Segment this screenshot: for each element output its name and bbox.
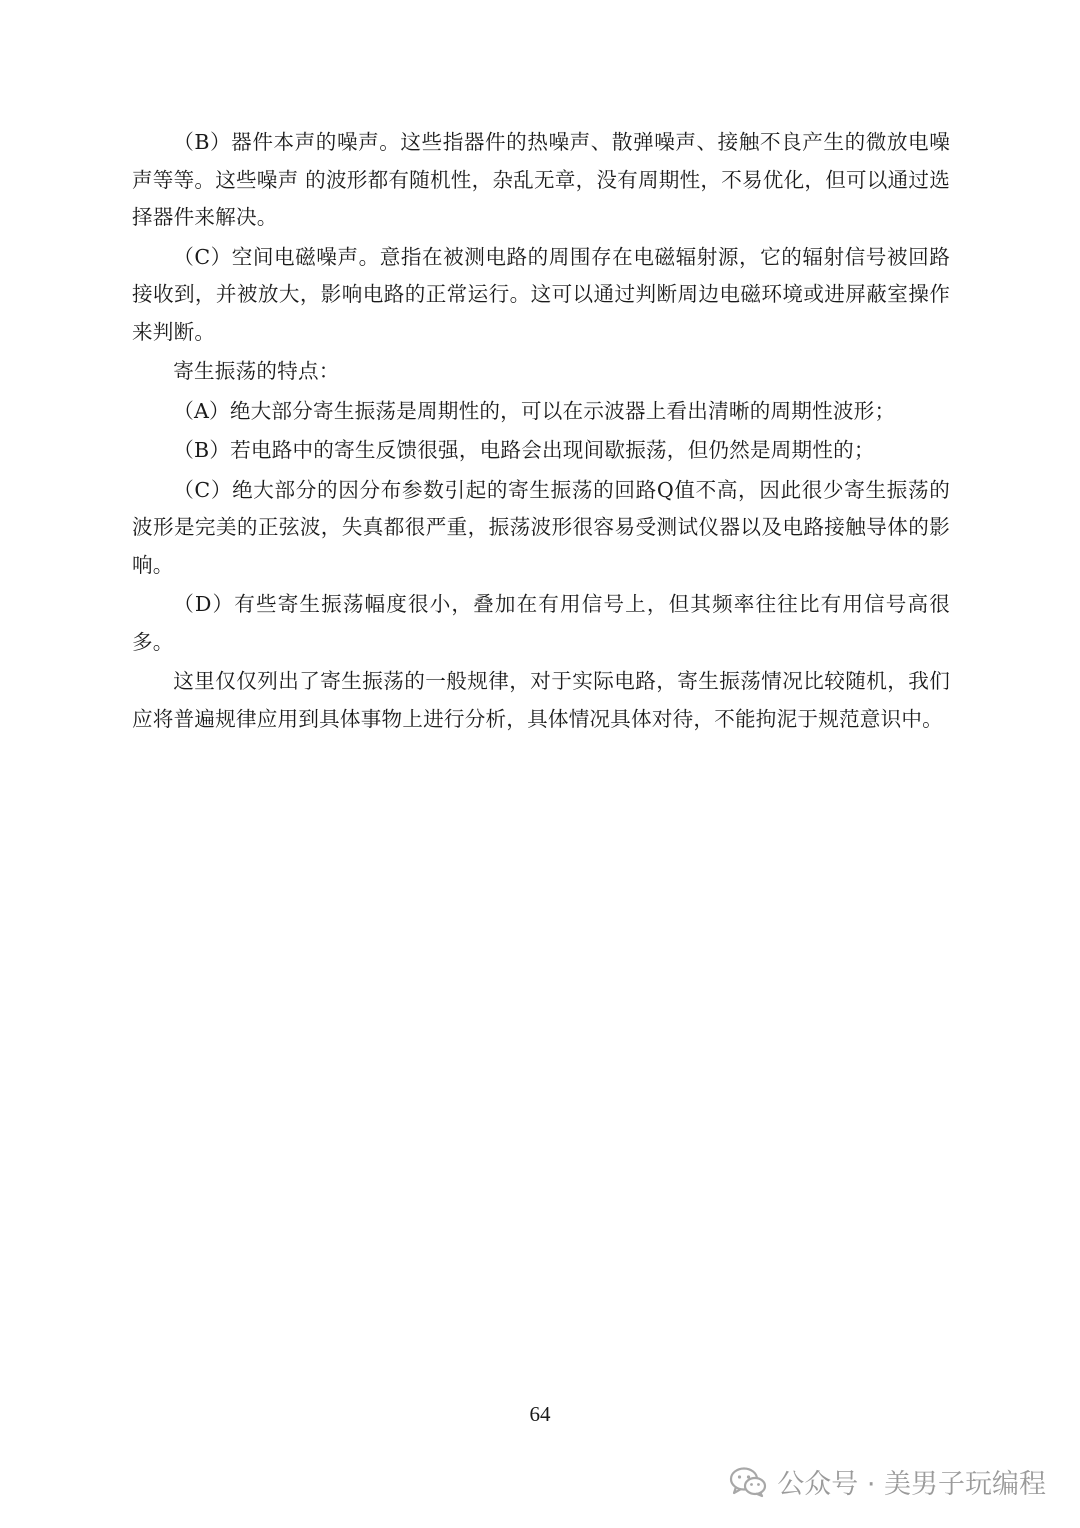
watermark-text: 公众号 · 美男子玩编程 <box>777 1469 1046 1500</box>
page-number: 64 <box>529 1402 551 1426</box>
paragraph-feature-d: （D）有些寄生振荡幅度很小，叠加在有用信号上，但其频率往往比有用信号高很多。 <box>132 592 950 654</box>
document-body <box>132 124 950 740</box>
paragraph-em-noise: （C）空间电磁噪声。意指在被测电路的周围存在电磁辐射源，它的辐射信号被回路接收到，并被放大，影响电路的正常运行。这可以通过判断周边电磁环境或进屏蔽室操作来判断。 <box>132 244 950 344</box>
paragraph-conclusion: 这里仅仅列出了寄生振荡的一般规律，对于实际电路，寄生振荡情况比较随机，我们应将普遍规律应用到具体事物上进行分析，具体情况具体对待，不能拘泥于规范意识中。 <box>132 669 950 731</box>
paragraph-feature-b: （B）若电路中的寄生反馈很强，电路会出现间歇振荡，但仍然是周期性的； <box>173 438 875 462</box>
wechat-icon <box>729 1466 767 1498</box>
paragraph-oscillation-heading: 寄生振荡的特点： <box>173 359 340 383</box>
paragraph-device-noise: （B）器件本声的噪声。这些指器件的热噪声、散弹噪声、接触不良产生的微放电噪声等等。这些噪声 的波形都有随机性，杂乱无章，没有周期性，不易优化，但可以通过选择器件来解决。 <box>132 130 950 229</box>
watermark <box>729 1462 1046 1501</box>
paragraph-feature-c: （C）绝大部分的因分布参数引起的寄生振荡的回路Q值不高，因此很少寄生振荡的波形是完美的正弦波，失真都很严重，振荡波形很容易受测试仪器以及电路接触导体的影响。 <box>132 477 950 577</box>
paragraph-feature-a: （A）绝大部分寄生振荡是周期性的，可以在示波器上看出清晰的周期性波形； <box>173 398 896 423</box>
